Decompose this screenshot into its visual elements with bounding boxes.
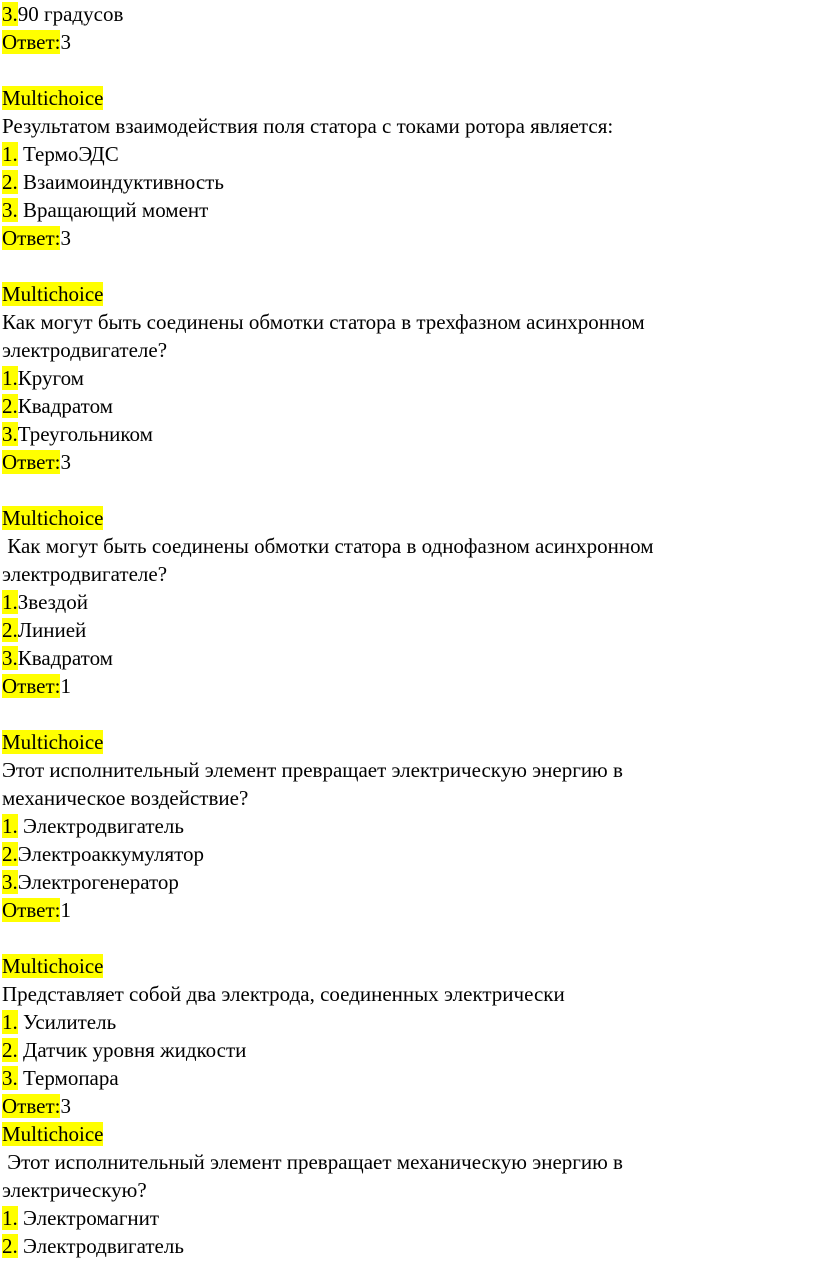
option-text: Усилитель [17, 1010, 117, 1034]
option-number: 3. [2, 870, 18, 894]
option-line [2, 840, 814, 868]
question-type-line [2, 504, 814, 532]
question-type-line [2, 952, 814, 980]
answer-value: 1 [60, 898, 71, 922]
question-type: Multichoice [2, 954, 104, 978]
question-type: Multichoice [2, 506, 104, 530]
question-text: электродвигателе? [2, 338, 168, 362]
question-block [2, 1120, 814, 1260]
option-number: 1. [2, 590, 18, 614]
option-line [2, 1036, 814, 1064]
question-text: Этот исполнительный элемент превращает механическую энергию в [2, 1150, 623, 1174]
option-line [2, 364, 814, 392]
option-text: Электродвигатель [17, 814, 184, 838]
option-line [2, 392, 814, 420]
question-type: Multichoice [2, 1122, 104, 1146]
option-text: Звездой [17, 590, 88, 614]
option-line [2, 1232, 814, 1260]
option-number: 1. [2, 366, 18, 390]
question-type: Multichoice [2, 730, 104, 754]
blank-line [2, 56, 814, 84]
option-text: Взаимоиндуктивность [17, 170, 224, 194]
answer-value: 1 [60, 674, 71, 698]
option-number: 1. [2, 1206, 18, 1230]
option-text: Квадратом [17, 394, 113, 418]
question-type-line [2, 84, 814, 112]
question-text: Как могут быть соединены обмотки статора в трехфазном асинхронном [2, 310, 645, 334]
blank-line [2, 700, 814, 728]
answer-label: Ответ: [2, 450, 61, 474]
question-text: Этот исполнительный элемент превращает электрическую энергию в [2, 758, 623, 782]
option-number: 3. [2, 198, 18, 222]
answer-label: Ответ: [2, 30, 61, 54]
answer-label: Ответ: [2, 226, 61, 250]
answer-value: 3 [60, 30, 71, 54]
question-text: Представляет собой два электрода, соединенных электрически [2, 982, 565, 1006]
option-number: 2. [2, 170, 18, 194]
question-block [2, 952, 814, 1120]
option-line [2, 168, 814, 196]
option-number: 2. [2, 1038, 18, 1062]
question-type-line [2, 728, 814, 756]
document-body [2, 0, 814, 1260]
answer-label: Ответ: [2, 1094, 61, 1118]
option-line [2, 588, 814, 616]
option-text: Электромагнит [17, 1206, 160, 1230]
question-text: механическое воздействие? [2, 786, 249, 810]
option-line [2, 140, 814, 168]
blank-line [2, 476, 814, 504]
answer-value: 3 [60, 226, 71, 250]
option-number: 2. [2, 394, 18, 418]
question-type-line [2, 280, 814, 308]
answer-line [2, 28, 814, 56]
question-text: Как могут быть соединены обмотки статора в однофазном асинхронном [2, 534, 654, 558]
option-text: Квадратом [17, 646, 113, 670]
answer-line [2, 224, 814, 252]
question-block [2, 280, 814, 476]
option-text: Вращающий момент [17, 198, 209, 222]
answer-line [2, 896, 814, 924]
answer-line [2, 1092, 814, 1120]
option-text: Линией [17, 618, 87, 642]
option-number: 1. [2, 142, 18, 166]
option-number: 3. [2, 1066, 18, 1090]
option-number: 3. [2, 422, 18, 446]
option-number: 1. [2, 814, 18, 838]
option-number: 3. [2, 646, 18, 670]
option-text: Электроаккумулятор [17, 842, 205, 866]
answer-value: 3 [60, 1094, 71, 1118]
question-block [2, 84, 814, 252]
option-line [2, 812, 814, 840]
option-text: Термопара [17, 1066, 119, 1090]
answer-label: Ответ: [2, 674, 61, 698]
answer-label: Ответ: [2, 898, 61, 922]
option-line [2, 616, 814, 644]
option-number: 1. [2, 1010, 18, 1034]
option-number: 3. [2, 2, 18, 26]
option-text: 90 градусов [17, 2, 124, 26]
option-text: Электродвигатель [17, 1234, 184, 1258]
question-text: электродвигателе? [2, 562, 168, 586]
answer-value: 3 [60, 450, 71, 474]
question-block [2, 504, 814, 700]
option-line [2, 1064, 814, 1092]
question-text: электрическую? [2, 1178, 147, 1202]
question-type: Multichoice [2, 86, 104, 110]
blank-line [2, 924, 814, 952]
blank-line [2, 252, 814, 280]
option-line [2, 0, 814, 28]
option-line [2, 420, 814, 448]
option-number: 2. [2, 618, 18, 642]
option-line [2, 644, 814, 672]
option-number: 2. [2, 1234, 18, 1258]
question-text: Результатом взаимодействия поля статора с токами ротора является: [2, 114, 614, 138]
option-line [2, 196, 814, 224]
option-text: Кругом [17, 366, 84, 390]
question-type: Multichoice [2, 282, 104, 306]
option-number: 2. [2, 842, 18, 866]
option-text: Электрогенератор [17, 870, 179, 894]
answer-line [2, 448, 814, 476]
option-line [2, 1008, 814, 1036]
question-block [2, 728, 814, 924]
option-text: Датчик уровня жидкости [17, 1038, 247, 1062]
option-line [2, 1204, 814, 1232]
option-line [2, 868, 814, 896]
question-type-line [2, 1120, 814, 1148]
option-text: Треугольником [17, 422, 153, 446]
answer-line [2, 672, 814, 700]
option-text: ТермоЭДС [17, 142, 119, 166]
